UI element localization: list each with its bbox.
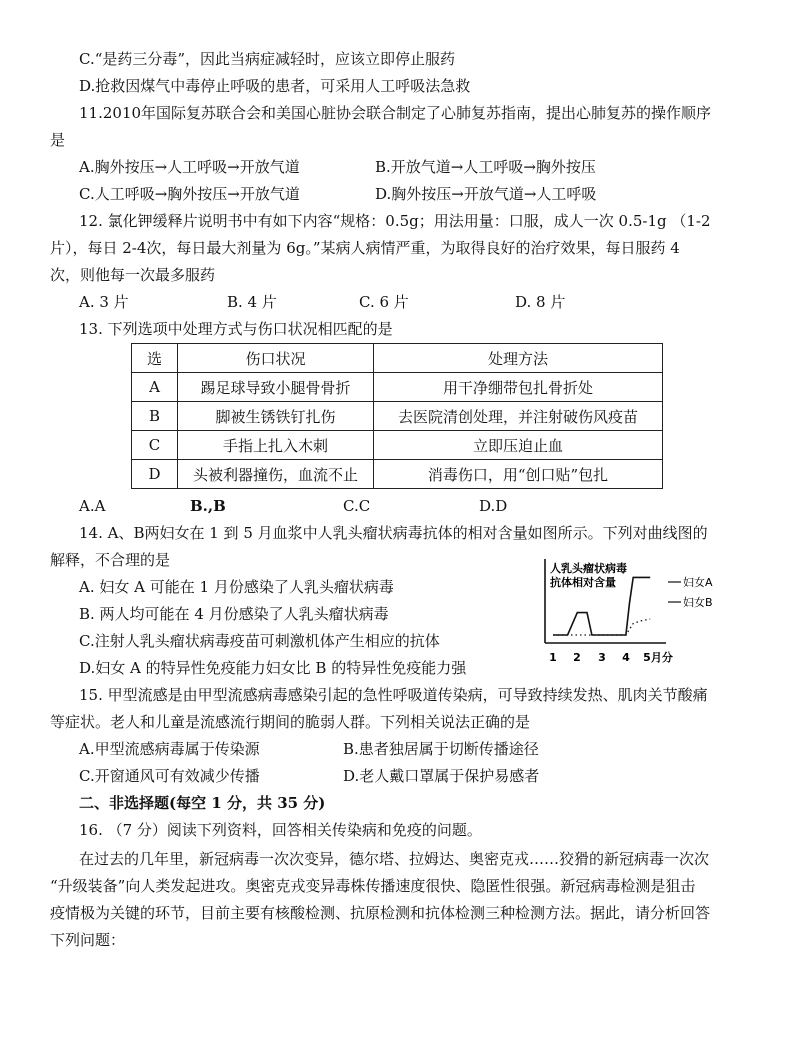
q10-option-c: C.“是药三分毒”，因此当病症减轻时，应该立即停止服药 (79, 50, 456, 68)
series-woman-b-line (553, 619, 650, 635)
q15-stem: 15. 甲型流感是由甲型流感病毒感染引起的急性呼吸道传染病，可导致持续发热、肌肉关节酸痛 (79, 686, 708, 704)
y-axis-label-line2: 抗体相对含量 (550, 576, 616, 589)
x-tick-label: 3 (598, 651, 606, 664)
q13-stem: 13. 下列选项中处理方式与伤口状况相匹配的是 (79, 320, 393, 338)
legend-woman-b: 妇女B (683, 596, 713, 609)
table-header-row (132, 344, 663, 373)
q11-stem-cont: 是 (50, 131, 66, 149)
q12-option-b: B. 4 片 (227, 293, 277, 311)
q13-option-a: A.A (79, 497, 106, 515)
table-row (132, 402, 663, 431)
q11-option-d: D.胸外按压→开放气道→人工呼吸 (375, 185, 597, 203)
q14-option-a: A. 妇女 A 可能在 1 月份感染了人乳头瘤状病毒 (79, 578, 394, 596)
q16-stem: 16. （7 分）阅读下列资料，回答相关传染病和免疫的问题。 (79, 821, 482, 839)
q12-option-c: C. 6 片 (359, 293, 409, 311)
q14-stem-cont: 解释，不合理的是 (50, 551, 171, 569)
q15-option-c: C.开窗通风可有效减少传播 (79, 767, 260, 785)
q12-stem: 12. 氯化钾缓释片说明书中有如下内容“规格：0.5g；用法用量：口服，成人一次 0.5-1g （1-2 (79, 212, 711, 230)
q12-stem-cont: 片），每日 2-4次，每日最大剂量为 6g。”某病人病情严重，为取得良好的治疗效果，每日服药 4 (50, 239, 680, 257)
table-cell: A (132, 373, 178, 402)
q11-option-c: C.人工呼吸→胸外按压→开放气道 (79, 185, 300, 203)
table-header: 选 (132, 344, 178, 373)
q16-passage-line4: 下列问题： (50, 931, 126, 949)
table-row (132, 460, 663, 489)
q15-option-b: B.患者独居属于切断传播途径 (343, 740, 539, 758)
table-cell: 脚被生锈铁钉扎伤 (178, 402, 374, 431)
table-cell: 消毒伤口，用“创口贴”包扎 (374, 460, 663, 489)
q13-option-b: B.,B (190, 497, 226, 515)
q14-option-b: B. 两人均可能在 4 月份感染了人乳头瘤状病毒 (79, 605, 389, 623)
q12-option-d: D. 8 片 (515, 293, 566, 311)
table-cell: C (132, 431, 178, 460)
q12-option-a: A. 3 片 (79, 293, 129, 311)
q13-option-c: C.C (343, 497, 371, 515)
q15-option-d: D.老人戴口罩属于保护易感者 (343, 767, 540, 785)
q10-option-d: D.抢救因煤气中毒停止呼吸的患者，可采用人工呼吸法急救 (79, 77, 471, 95)
q16-passage-line1: 在过去的几年里，新冠病毒一次次变异，德尔塔、拉姆达、奥密克戎……狡猾的新冠病毒一次次 (79, 850, 710, 868)
table-header: 处理方法 (374, 344, 663, 373)
x-tick-label: 4 (622, 651, 630, 664)
table-cell: 踢足球导致小腿骨骨折 (178, 373, 374, 402)
y-axis-label-line1: 人乳头瘤状病毒 (550, 562, 627, 575)
table-row (132, 431, 663, 460)
table-cell: 手指上扎入木刺 (178, 431, 374, 460)
legend-woman-a: 妇女A (683, 576, 713, 589)
q11-option-b: B.开放气道→人工呼吸→胸外按压 (375, 158, 596, 176)
antibody-chart (541, 555, 731, 667)
table-cell: 去医院清创处理，并注射破伤风疫苗 (374, 402, 663, 431)
table-cell: D (132, 460, 178, 489)
q14-option-c: C.注射人乳头瘤状病毒疫苗可刺激机体产生相应的抗体 (79, 632, 440, 650)
table-cell: 立即压迫止血 (374, 431, 663, 460)
table-cell: B (132, 402, 178, 431)
q14-stem: 14. A、B两妇女在 1 到 5 月血浆中人乳头瘤状病毒抗体的相对含量如图所示。下列对曲线图的 (79, 524, 708, 542)
q15-stem-cont: 等症状。老人和儿童是流感流行期间的脆弱人群。下列相关说法正确的是 (50, 713, 531, 731)
table-cell: 头被利器撞伤，血流不止 (178, 460, 374, 489)
x-tick-label: 2 (573, 651, 581, 664)
q11-stem: 11.2010年国际复苏联合会和美国心脏协会联合制定了心肺复苏指南，提出心肺复苏的操作顺序 (79, 104, 712, 122)
table-cell: 用干净绷带包扎骨折处 (374, 373, 663, 402)
table-header: 伤口状况 (178, 344, 374, 373)
q15-option-a: A.甲型流感病毒属于传染源 (79, 740, 260, 758)
q13-option-d: D.D (479, 497, 508, 515)
x-tick-label: 5月分 (643, 651, 673, 664)
q16-passage-line3: 疫情极为关键的环节，目前主要有核酸检测、抗原检测和抗体检测三种检测方法。据此，请分析回答 (50, 904, 711, 922)
q11-option-a: A.胸外按压→人工呼吸→开放气道 (79, 158, 300, 176)
section-2-heading: 二、非选择题(每空 1 分，共 35 分) (79, 794, 326, 812)
x-tick-label: 1 (549, 651, 557, 664)
q16-passage-line2: “升级装备”向人类发起进攻。奥密克戎变异毒株传播速度很快、隐匿性很强。新冠病毒检测是狙击 (50, 877, 696, 895)
q13-table (131, 343, 663, 489)
table-row (132, 373, 663, 402)
q12-stem-cont2: 次，则他每一次最多服药 (50, 266, 216, 284)
q14-option-d: D.妇女 A 的特异性免疫能力妇女比 B 的特异性免疫能力强 (79, 659, 467, 677)
